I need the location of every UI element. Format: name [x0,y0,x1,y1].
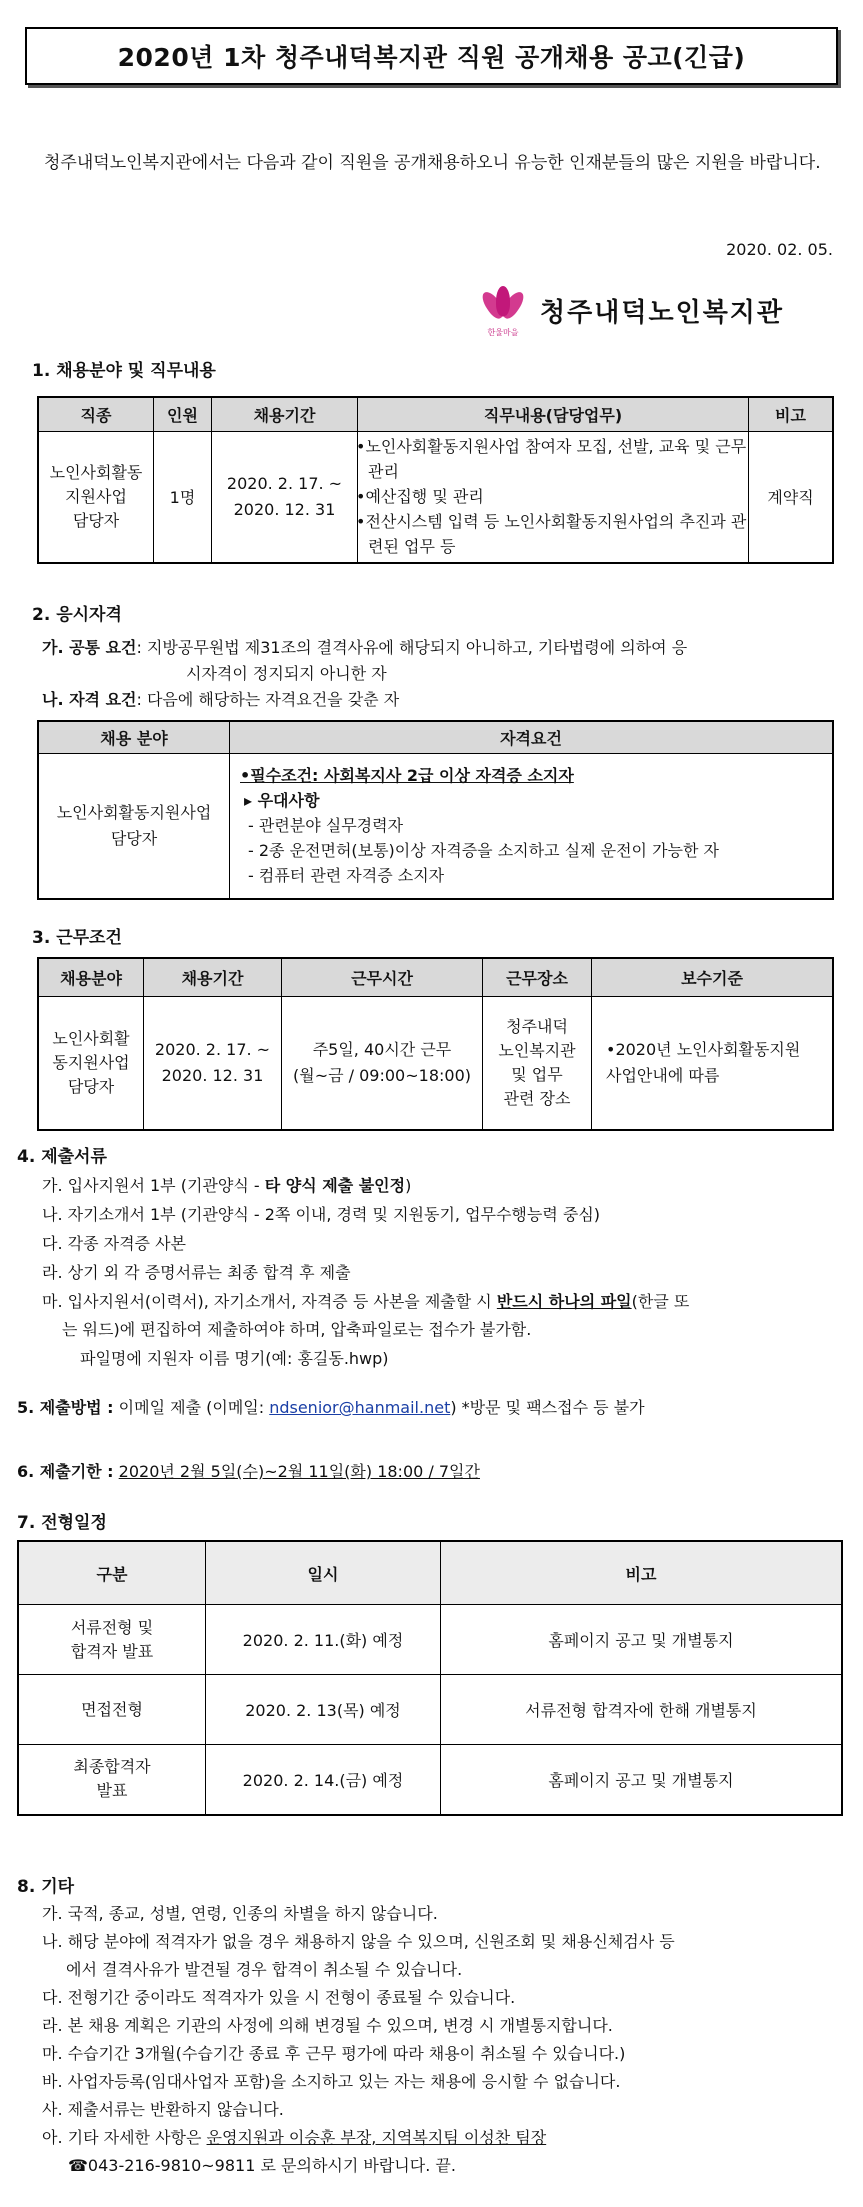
organization-name: 청주내덕노인복지관 [540,297,785,328]
work-condition-table [37,957,834,1131]
deadline-text: 2020년 2월 5일(수)~2월 11일(화) 18:00 / 7일간 [118,1462,480,1481]
date-col-header: 일시 [206,1541,441,1605]
document-item-cont: 는 워드)에 편집하여 제출하여야 하며, 압축파일로는 접수가 불가함. [62,1320,532,1339]
document-item: 라. 상기 외 각 증명서류는 최종 합격 후 제출 [42,1263,351,1282]
requirement-common [42,636,687,660]
misc-item: 바. 사업자등록(임대사업자 포함)을 소지하고 있는 자는 채용에 응시할 수 없습니다. [42,2072,621,2091]
misc-item: 라. 본 채용 계획은 기관의 사정에 의해 변경될 수 있으며, 변경 시 개별통지합니다. [42,2016,613,2035]
pay-cell: •2020년 노인사회활동지원 사업안내에 따름 [592,996,834,1130]
logo-caption: 한울마을 [487,328,519,337]
method-text: 이메일 제출 (이메일: [113,1398,270,1417]
pay-col-header: 보수기준 [592,958,834,996]
table-row [18,1605,842,1675]
period-cell: 2020. 2. 17. ~ 2020. 12. 31 [212,431,358,563]
count-col-header: 인원 [154,397,212,431]
intro-paragraph [30,148,835,178]
common-label: 가. 공통 요건 [42,638,137,657]
note-col-header: 비고 [441,1541,843,1605]
duty-cell [358,431,749,563]
section-5-heading: 5. 제출방법 : [17,1398,114,1417]
requirement-qualification [42,688,399,712]
email-link[interactable]: ndsenior@hanmail.net [269,1398,451,1417]
period-col-header: 채용기간 [144,958,282,996]
common-text: : 지방공무원법 제31조의 결격사유에 해당되지 아니하고, 기타법령에 의하여 응 [136,638,688,657]
stage-cell: 서류전형 및 합격자 발표 [18,1605,206,1675]
table-row [18,1745,842,1815]
note-cell: 홈페이지 공고 및 개별통지 [441,1745,843,1815]
stage-col-header: 구분 [18,1541,206,1605]
qualification-text: : 다음에 해당하는 자격요건을 갖춘 자 [136,690,400,709]
date-cell: 2020. 2. 11.(화) 예정 [206,1605,441,1675]
section-8-heading: 8. 기타 [17,1877,75,1897]
preferred-title: ▸ 우대사항 [244,791,320,811]
document-title: 2020년 1차 청주내덕복지관 직원 공개채용 공고(긴급) [25,27,838,85]
schedule-table [17,1540,843,1816]
document-item: 다. 각종 자격증 사본 [42,1234,186,1253]
qualification-label: 나. 자격 요건 [42,690,137,709]
preferred-item: - 컴퓨터 관련 자격증 소지자 [248,866,445,886]
stage-cell: 면접전형 [18,1675,206,1745]
job-col-header: 직종 [38,397,154,431]
misc-item-cont: 에서 결격사유가 발견될 경우 합격이 취소될 수 있습니다. [66,1960,463,1979]
item-text: 마. 입사지원서(이력서), 자기소개서, 자격증 등 사본을 제출할 시 [42,1292,497,1311]
section-3-heading: 3. 근무조건 [32,928,122,948]
misc-item: 다. 전형기간 중이라도 적격자가 있을 시 전형이 종료될 수 있습니다. [42,1988,516,2007]
date-cell: 2020. 2. 13(목) 예정 [206,1675,441,1745]
duty-item: •예산집행 및 관리 [356,487,484,507]
field-col-header: 채용 분야 [38,721,230,753]
required-condition: •필수조건: 사회복지사 2급 이상 자격증 소지자 [240,766,574,786]
place-col-header: 근무장소 [483,958,592,996]
job-table [37,396,834,564]
section-6-heading: 6. 제출기한 : [17,1462,114,1481]
stage-cell: 최종합격자 발표 [18,1745,206,1815]
field-col-header: 채용분야 [38,958,144,996]
section-5 [17,1396,645,1420]
table-row [18,1675,842,1745]
document-item-cont: 파일명에 지원자 이름 명기(예: 홍길동.hwp) [80,1349,389,1368]
misc-item: 사. 제출서류는 반환하지 않습니다. [42,2100,284,2119]
period-cell: 2020. 2. 17. ~ 2020. 12. 31 [144,996,282,1130]
misc-item [42,2126,546,2150]
date-cell: 2020. 2. 14.(금) 예정 [206,1745,441,1815]
period-col-header: 채용기간 [212,397,358,431]
job-cell: 노인사회활동 지원사업 담당자 [38,431,154,563]
field-cell: 노인사회활동지원사업 담당자 [38,753,230,899]
hours-cell: 주5일, 40시간 근무 (월~금 / 09:00~18:00) [282,996,483,1130]
qualification-table [37,720,834,900]
misc-item: 가. 국적, 종교, 성별, 연령, 인종의 차별을 하지 않습니다. [42,1904,438,1923]
preferred-item: - 2종 운전면허(보통)이상 자격증을 소지하고 실제 운전이 가능한 자 [248,841,719,861]
method-text: ) *방문 및 팩스접수 등 불가 [450,1398,645,1417]
item-text: ) [405,1176,412,1195]
misc-item: 마. 수습기간 3개월(수습기간 종료 후 근무 평가에 따라 채용이 취소될 수 있습니다.) [42,2044,626,2063]
note-cell: 홈페이지 공고 및 개별통지 [441,1605,843,1675]
hours-col-header: 근무시간 [282,958,483,996]
requirement-common-cont: 시자격이 정지되지 아니한 자 [186,664,387,683]
item-emphasis: 반드시 하나의 파일 [496,1292,632,1311]
note-cell: 계약직 [749,431,834,563]
section-4-heading: 4. 제출서류 [17,1147,107,1167]
item-text: 가. 입사지원서 1부 (기관양식 - [42,1176,265,1195]
item-emphasis: 타 양식 제출 불인정 [264,1176,406,1195]
duty-item: •노인사회활동지원사업 참여자 모집, 선발, 교육 및 근무관리 [356,437,747,482]
organization-signature [478,282,784,338]
item-text: 아. 기타 자세한 사항은 [42,2128,207,2147]
organization-logo-icon [478,282,528,338]
contact-phone: ☎043-216-9810~9811 로 문의하시기 바랍니다. 끝. [68,2156,456,2175]
duty-item: •전산시스템 입력 등 노인사회활동지원사업의 추진과 관련된 업무 등 [356,512,747,557]
contact-persons: 운영지원과 이승훈 부장, 지역복지팀 이성찬 팀장 [206,2128,547,2147]
intro-text: 청주내덕노인복지관에서는 다음과 같이 직원을 공개채용하오니 유능한 인재분들의 많은 지원을 바랍니다. [44,153,821,173]
note-col-header: 비고 [749,397,834,431]
preferred-item: - 관련분야 실무경력자 [248,816,404,836]
qualification-col-header: 자격요건 [230,721,834,753]
document-item [42,1174,411,1198]
section-6 [17,1460,480,1484]
field-cell: 노인사회활 동지원사업 담당자 [38,996,144,1130]
duty-col-header: 직무내용(담당업무) [358,397,749,431]
item-text: (한글 또 [631,1292,690,1311]
document-item [42,1290,689,1314]
section-2-heading: 2. 응시자격 [32,605,122,625]
section-7-heading: 7. 전형일정 [17,1513,107,1533]
count-cell: 1명 [154,431,212,563]
place-cell: 청주내덕 노인복지관 및 업무 관련 장소 [483,996,592,1130]
notice-date: 2020. 02. 05. [726,240,833,259]
note-cell: 서류전형 합격자에 한해 개별통지 [441,1675,843,1745]
document-item: 나. 자기소개서 1부 (기관양식 - 2쪽 이내, 경력 및 지원동기, 업무수행능력 중심) [42,1205,601,1224]
qualification-cell [230,753,834,899]
section-1-heading: 1. 채용분야 및 직무내용 [32,361,216,381]
misc-item: 나. 해당 분야에 적격자가 없을 경우 채용하지 않을 수 있으며, 신원조회 및 채용신체검사 등 [42,1932,675,1951]
